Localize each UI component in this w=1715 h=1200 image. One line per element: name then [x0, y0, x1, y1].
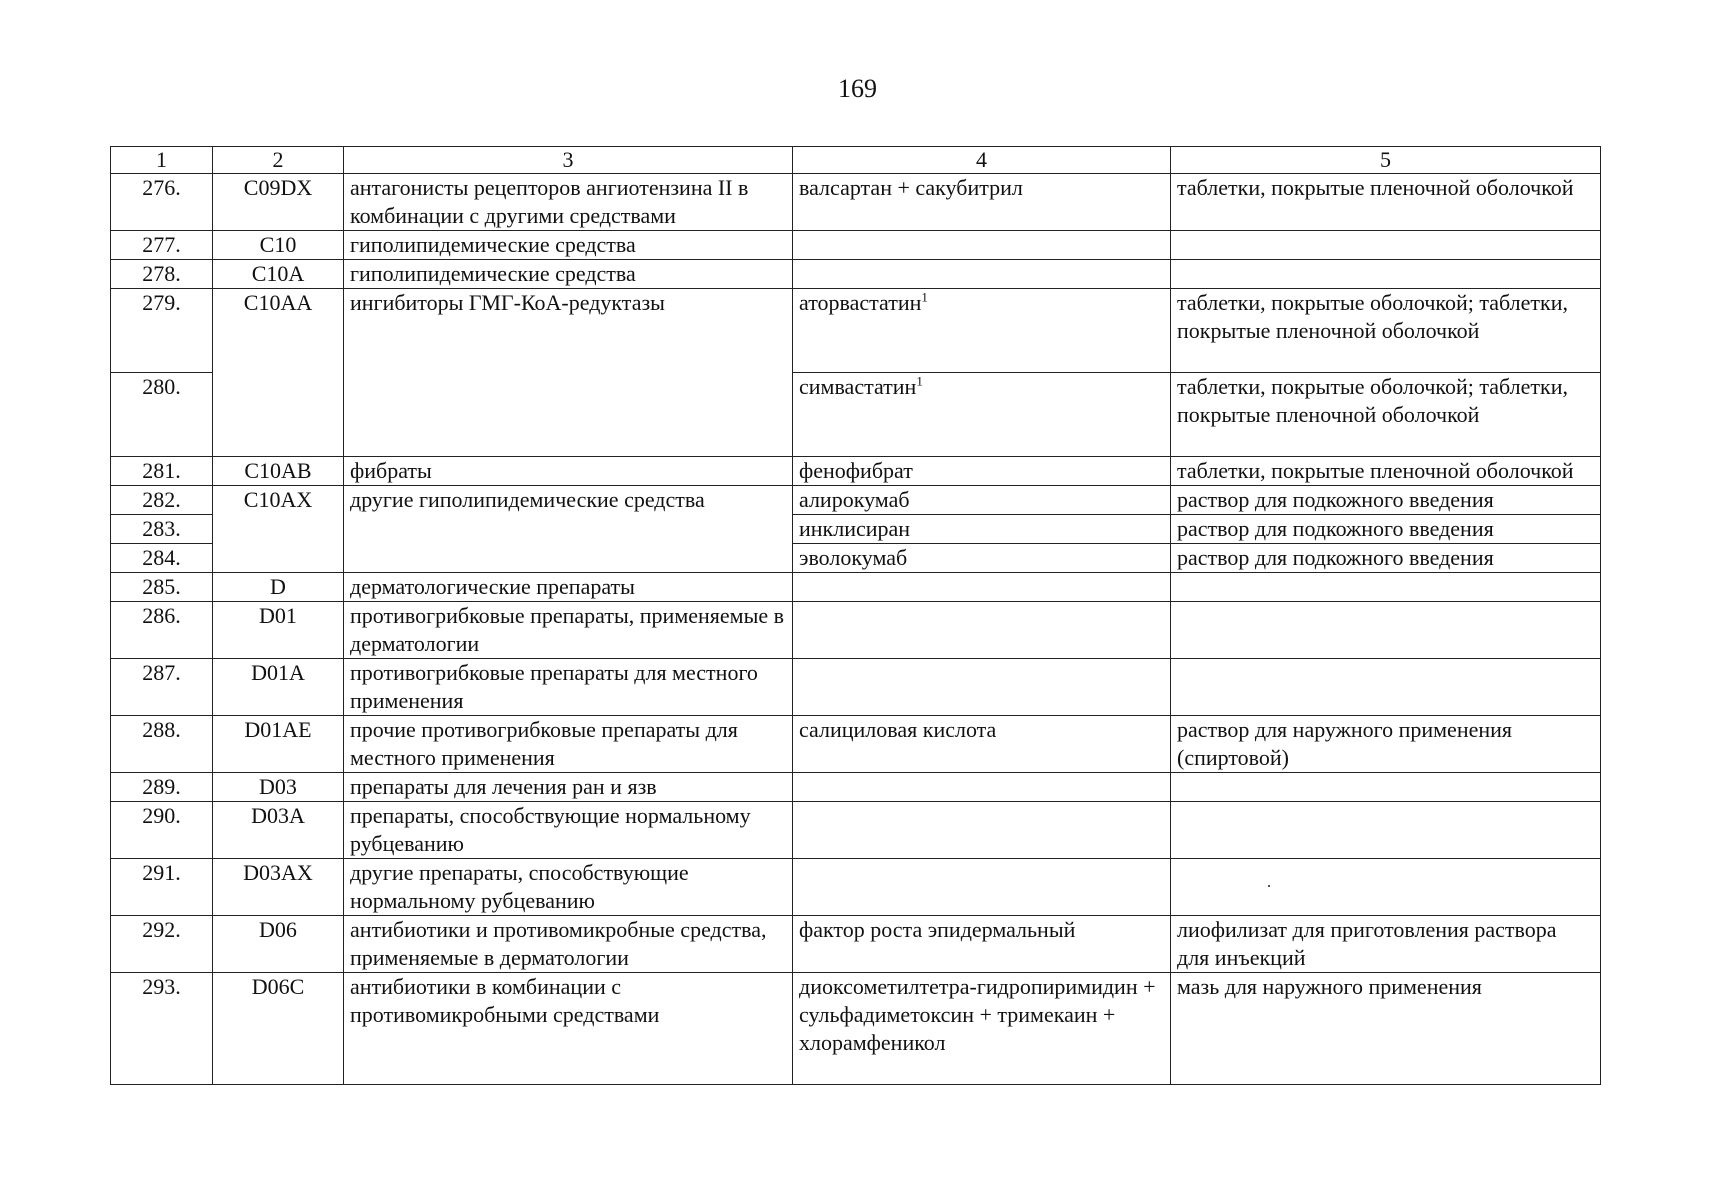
footnote-mark: 1 [921, 289, 928, 305]
table-row [111, 486, 1601, 515]
drug-name [793, 859, 1171, 916]
row-number: 291. [111, 859, 213, 916]
row-number: 277. [111, 231, 213, 260]
column-header-row [111, 147, 1601, 174]
column-header: 2 [213, 147, 344, 174]
row-number: 290. [111, 802, 213, 859]
table-row [111, 916, 1601, 973]
footnote-mark: 1 [916, 373, 923, 389]
drug-name-text: симвастатин [799, 374, 917, 399]
dosage-form: раствор для подкожного введения [1171, 544, 1601, 573]
atc-code: D01AE [213, 716, 344, 773]
dosage-form [1171, 802, 1601, 859]
drug-name: салициловая кислота [793, 716, 1171, 773]
drug-name: фактор роста эпидермальный [793, 916, 1171, 973]
row-number: 286. [111, 602, 213, 659]
dosage-form [1171, 231, 1601, 260]
group-name: антибиотики в комбинации с противомикробными средствами [344, 973, 793, 1085]
drug-name [793, 659, 1171, 716]
group-name: прочие противогрибковые препараты для местного применения [344, 716, 793, 773]
group-name: препараты для лечения ран и язв [344, 773, 793, 802]
scan-speck [1268, 885, 1270, 887]
drug-name [793, 231, 1171, 260]
group-name: ингибиторы ГМГ-КоА-редуктазы [344, 289, 793, 457]
row-number: 293. [111, 973, 213, 1085]
atc-code: D03AX [213, 859, 344, 916]
column-header: 4 [793, 147, 1171, 174]
atc-code: D03 [213, 773, 344, 802]
row-number: 289. [111, 773, 213, 802]
dosage-form: таблетки, покрытые оболочкой; таблетки, покрытые пленочной оболочкой [1171, 289, 1601, 373]
row-number: 281. [111, 457, 213, 486]
group-name: антибиотики и противомикробные средства, применяемые в дерматологии [344, 916, 793, 973]
drug-name: эволокумаб [793, 544, 1171, 573]
table-row [111, 289, 1601, 373]
group-name: противогрибковые препараты, применяемые в дерматологии [344, 602, 793, 659]
group-name: противогрибковые препараты для местного применения [344, 659, 793, 716]
drug-name [793, 773, 1171, 802]
drug-name [793, 602, 1171, 659]
atc-code: D01 [213, 602, 344, 659]
table-row [111, 174, 1601, 231]
dosage-form: таблетки, покрытые пленочной оболочкой [1171, 174, 1601, 231]
atc-code: D03A [213, 802, 344, 859]
row-number: 284. [111, 544, 213, 573]
atc-code: C10AA [213, 289, 344, 457]
dosage-form: таблетки, покрытые оболочкой; таблетки, покрытые пленочной оболочкой [1171, 373, 1601, 457]
group-name: гиполипидемические средства [344, 231, 793, 260]
row-number: 287. [111, 659, 213, 716]
dosage-form [1171, 260, 1601, 289]
group-name: препараты, способствующие нормальному рубцеванию [344, 802, 793, 859]
group-name: дерматологические препараты [344, 573, 793, 602]
group-name: другие препараты, способствующие нормальному рубцеванию [344, 859, 793, 916]
table-row [111, 573, 1601, 602]
column-header: 1 [111, 147, 213, 174]
row-number: 280. [111, 373, 213, 457]
table-row [111, 973, 1601, 1085]
page-number: 169 [838, 74, 877, 103]
atc-code: C10AX [213, 486, 344, 573]
row-number: 285. [111, 573, 213, 602]
dosage-form [1171, 859, 1601, 916]
column-header: 3 [344, 147, 793, 174]
row-number: 283. [111, 515, 213, 544]
atc-code: D [213, 573, 344, 602]
atc-code: C10A [213, 260, 344, 289]
drug-name: алирокумаб [793, 486, 1171, 515]
drug-name-text: аторвастатин [799, 290, 922, 315]
atc-code: D06 [213, 916, 344, 973]
atc-code: C10AB [213, 457, 344, 486]
group-name: антагонисты рецепторов ангиотензина II в комбинации с другими средствами [344, 174, 793, 231]
dosage-form: раствор для подкожного введения [1171, 515, 1601, 544]
table-row [111, 231, 1601, 260]
table-row [111, 773, 1601, 802]
column-header: 5 [1171, 147, 1601, 174]
group-name: гиполипидемические средства [344, 260, 793, 289]
drug-name: диоксометилтетра-гидропиримидин + сульфадиметоксин + тримекаин + хлорамфеникол [793, 973, 1171, 1085]
drug-name: валсартан + сакубитрил [793, 174, 1171, 231]
row-number: 278. [111, 260, 213, 289]
row-number: 282. [111, 486, 213, 515]
drug-name [793, 289, 1171, 373]
table-row [111, 659, 1601, 716]
dosage-form [1171, 659, 1601, 716]
atc-code: C09DX [213, 174, 344, 231]
group-name: фибраты [344, 457, 793, 486]
dosage-form: раствор для подкожного введения [1171, 486, 1601, 515]
atc-code: D01A [213, 659, 344, 716]
table-row [111, 260, 1601, 289]
dosage-form [1171, 573, 1601, 602]
dosage-form [1171, 773, 1601, 802]
table-row [111, 602, 1601, 659]
row-number: 288. [111, 716, 213, 773]
atc-code: D06C [213, 973, 344, 1085]
dosage-form: таблетки, покрытые пленочной оболочкой [1171, 457, 1601, 486]
dosage-form [1171, 602, 1601, 659]
atc-code: C10 [213, 231, 344, 260]
table-row [111, 802, 1601, 859]
drug-name: инклисиран [793, 515, 1171, 544]
drug-table [110, 146, 1601, 1085]
drug-name: фенофибрат [793, 457, 1171, 486]
table-row [111, 716, 1601, 773]
drug-name [793, 373, 1171, 457]
drug-name [793, 260, 1171, 289]
drug-name [793, 802, 1171, 859]
table-row [111, 859, 1601, 916]
dosage-form: раствор для наружного применения (спиртовой) [1171, 716, 1601, 773]
row-number: 276. [111, 174, 213, 231]
drug-name [793, 573, 1171, 602]
group-name: другие гиполипидемические средства [344, 486, 793, 573]
table-row [111, 457, 1601, 486]
dosage-form: мазь для наружного применения [1171, 973, 1601, 1085]
row-number: 279. [111, 289, 213, 373]
dosage-form: лиофилизат для приготовления раствора для инъекций [1171, 916, 1601, 973]
row-number: 292. [111, 916, 213, 973]
